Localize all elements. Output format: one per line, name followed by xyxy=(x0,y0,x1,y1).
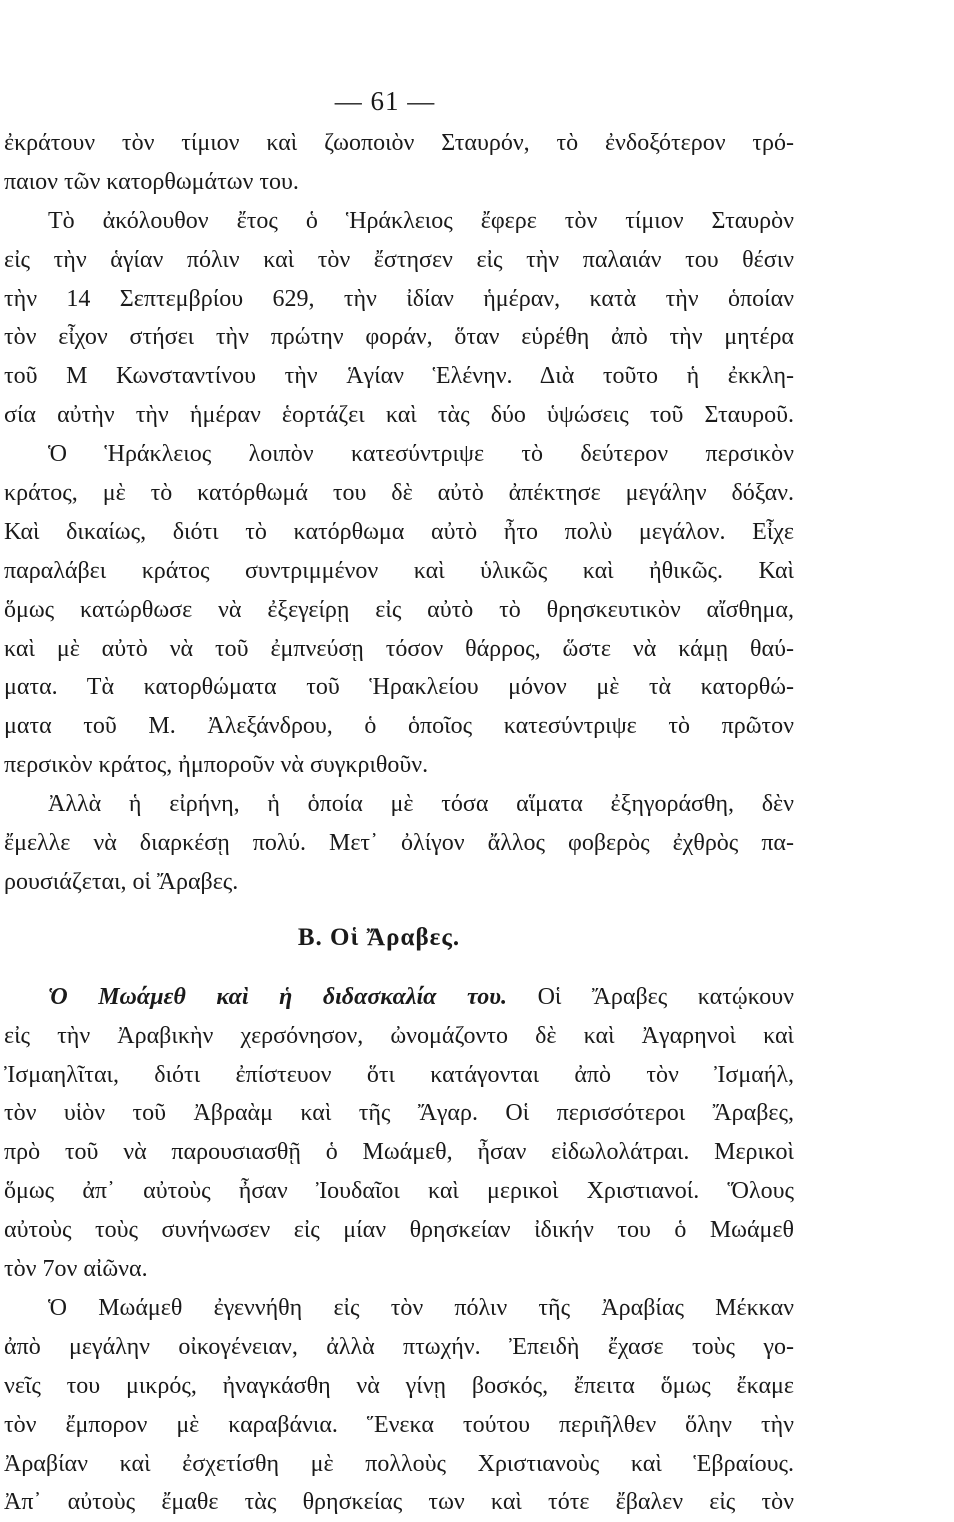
text-line: Ἀπ᾽ αὐτοὺς ἔμαθε τὰς θρησκείας των καὶ τότε ἔβαλεν εἰς τὸν xyxy=(4,1489,794,1516)
text-line: Ὁ Μωάμεθ ἐγεννήθη εἰς τὸν πόλιν τῆς Ἀραβίας Μέκκαν xyxy=(48,1294,794,1321)
text-line: παραλάβει κράτος συντριμμένον καὶ ὑλικῶς καὶ ἠθικῶς. Καὶ xyxy=(4,557,794,584)
text-line: τὸν υἱὸν τοῦ Ἀβραὰμ καὶ τῆς Ἄγαρ. Οἱ περισσότεροι Ἄραβες, xyxy=(4,1100,794,1127)
text-line: ἔμελλε νὰ διαρκέσῃ πολύ. Μετ᾽ ὀλίγον ἄλλος φοβερὸς ἐχθρὸς πα- xyxy=(4,830,794,857)
text-line: εἰς τὴν Ἀραβικὴν χερσόνησον, ὠνομάζοντο δὲ καὶ Ἀγαρηνοὶ καὶ xyxy=(4,1022,794,1049)
page-number: — 61 — xyxy=(334,86,436,116)
text-line: Ἀλλὰ ἡ εἰρήνη, ἡ ὁποία μὲ τόσα αἵματα ἐξηγοράσθη, δὲν xyxy=(48,791,794,818)
text-line: τὸν 7ον αἰῶνα. xyxy=(4,1256,148,1283)
text-line: εἰς τὴν ἁγίαν πόλιν καὶ τὸν ἔστησεν εἰς τὴν παλαιάν του θέσιν xyxy=(4,246,794,273)
text-line: νεῖς του μικρός, ἠναγκάσθη νὰ γίνῃ βοσκός, ἔπειτα ὅμως ἔκαμε xyxy=(4,1372,794,1399)
text-line: ἐκράτουν τὸν τίμιον καὶ ζωοποιὸν Σταυρόν, τὸ ἐνδοξότερον τρό- xyxy=(4,130,794,156)
text-line: καὶ μὲ αὐτὸ νὰ τοῦ ἐμπνεύσῃ τόσον θάρρος, ὥστε νὰ κάμῃ θαύ- xyxy=(4,635,794,662)
text-line: ρουσιάζεται, οἱ Ἄραβες. xyxy=(4,868,239,895)
text-line: Καὶ δικαίως, διότι τὸ κατόρθωμα αὐτὸ ἦτο πολὺ μεγάλον. Εἶχε xyxy=(4,518,794,545)
text-line: ὅμως ἀπ᾽ αὐτοὺς ἦσαν Ἰουδαῖοι καὶ μερικοὶ Χριστιανοί. Ὅλους xyxy=(4,1178,794,1205)
text-line: αὐτοὺς τοὺς συνήνωσεν εἰς μίαν θρησκείαν ἰδικήν του ὁ Μωάμεθ xyxy=(4,1217,794,1244)
text-line: ματα. Τὰ κατορθώματα τοῦ Ἡρακλείου μόνον μὲ τὰ κατορθώ- xyxy=(4,674,794,701)
text-line-continuation: Οἱ Ἄραβες κατῴκουν xyxy=(537,983,794,1010)
text-line: πρὸ τοῦ νὰ παρουσιασθῇ ὁ Μωάμεθ, ἦσαν εἰδωλολάτραι. Μερικοὶ xyxy=(4,1139,794,1166)
text-line: ὅμως κατώρθωσε νὰ ἐξεγείρῃ εἰς αὐτὸ τὸ θρησκευτικὸν αἴσθημα, xyxy=(4,596,794,623)
text-line xyxy=(4,978,794,1017)
text-line: ματα τοῦ Μ. Ἀλεξάνδρου, ὁ ὁποῖος κατεσύντριψε τὸ πρῶτον xyxy=(4,713,794,740)
spacer xyxy=(4,964,794,978)
text-line: Τὸ ἀκόλουθον ἔτος ὁ Ἡράκλειος ἔφερε τὸν τίμιον Σταυρὸν xyxy=(48,207,794,234)
text-line: περσικὸν κράτος, ἠμποροῦν νὰ συγκριθοῦν. xyxy=(4,752,429,779)
section-heading: Β. Οἱ Ἄραβες. xyxy=(297,923,461,951)
text-line: Ἀραβίαν καὶ ἐσχετίσθη μὲ πολλοὺς Χριστιανοὺς καὶ Ἑβραίους. xyxy=(4,1450,794,1477)
subheading: Ὁ Μωάμεθ καὶ ἡ διδασκαλία του. xyxy=(48,983,508,1010)
body-text xyxy=(4,124,794,1522)
text-line: τὸν εἶχον στήσει τὴν πρώτην φοράν, ὅταν εὑρέθη ἀπὸ τὴν μητέρα xyxy=(4,324,794,351)
text-line: κράτος, μὲ τὸ κατόρθωμά του δὲ αὐτὸ ἀπέκτησε μεγάλην δόξαν. xyxy=(4,480,794,507)
text-line: παιον τῶν κατορθωμάτων του. xyxy=(4,168,299,195)
text-line: τοῦ Μ Κωνσταντίνου τὴν Ἁγίαν Ἑλένην. Διὰ τοῦτο ἡ ἐκκλη- xyxy=(4,363,794,390)
text-line: τὸν ἔμπορον μὲ καραβάνια. Ἕνεκα τούτου περιῆλθεν ὅλην τὴν xyxy=(4,1411,794,1438)
text-line: Ἰσμαηλῖται, διότι ἐπίστευον ὅτι κατάγονται ἀπὸ τὸν Ἰσμαήλ, xyxy=(4,1061,794,1088)
text-line: Ὁ Ἡράκλειος λοιπὸν κατεσύντριψε τὸ δεύτερον περσικὸν xyxy=(48,441,794,468)
text-line: ἀπὸ μεγάλην οἰκογένειαν, ἀλλὰ πτωχήν. Ἐπειδὴ ἔχασε τοὺς γο- xyxy=(4,1333,794,1360)
text-line: τὴν 14 Σεπτεμβρίου 629, τὴν ἰδίαν ἡμέραν, κατὰ τὴν ὁποίαν xyxy=(4,285,794,312)
text-line: σία αὐτὴν τὴν ἡμέραν ἑορτάζει καὶ τὰς δύο ὑψώσεις τοῦ Σταυροῦ. xyxy=(4,402,794,429)
